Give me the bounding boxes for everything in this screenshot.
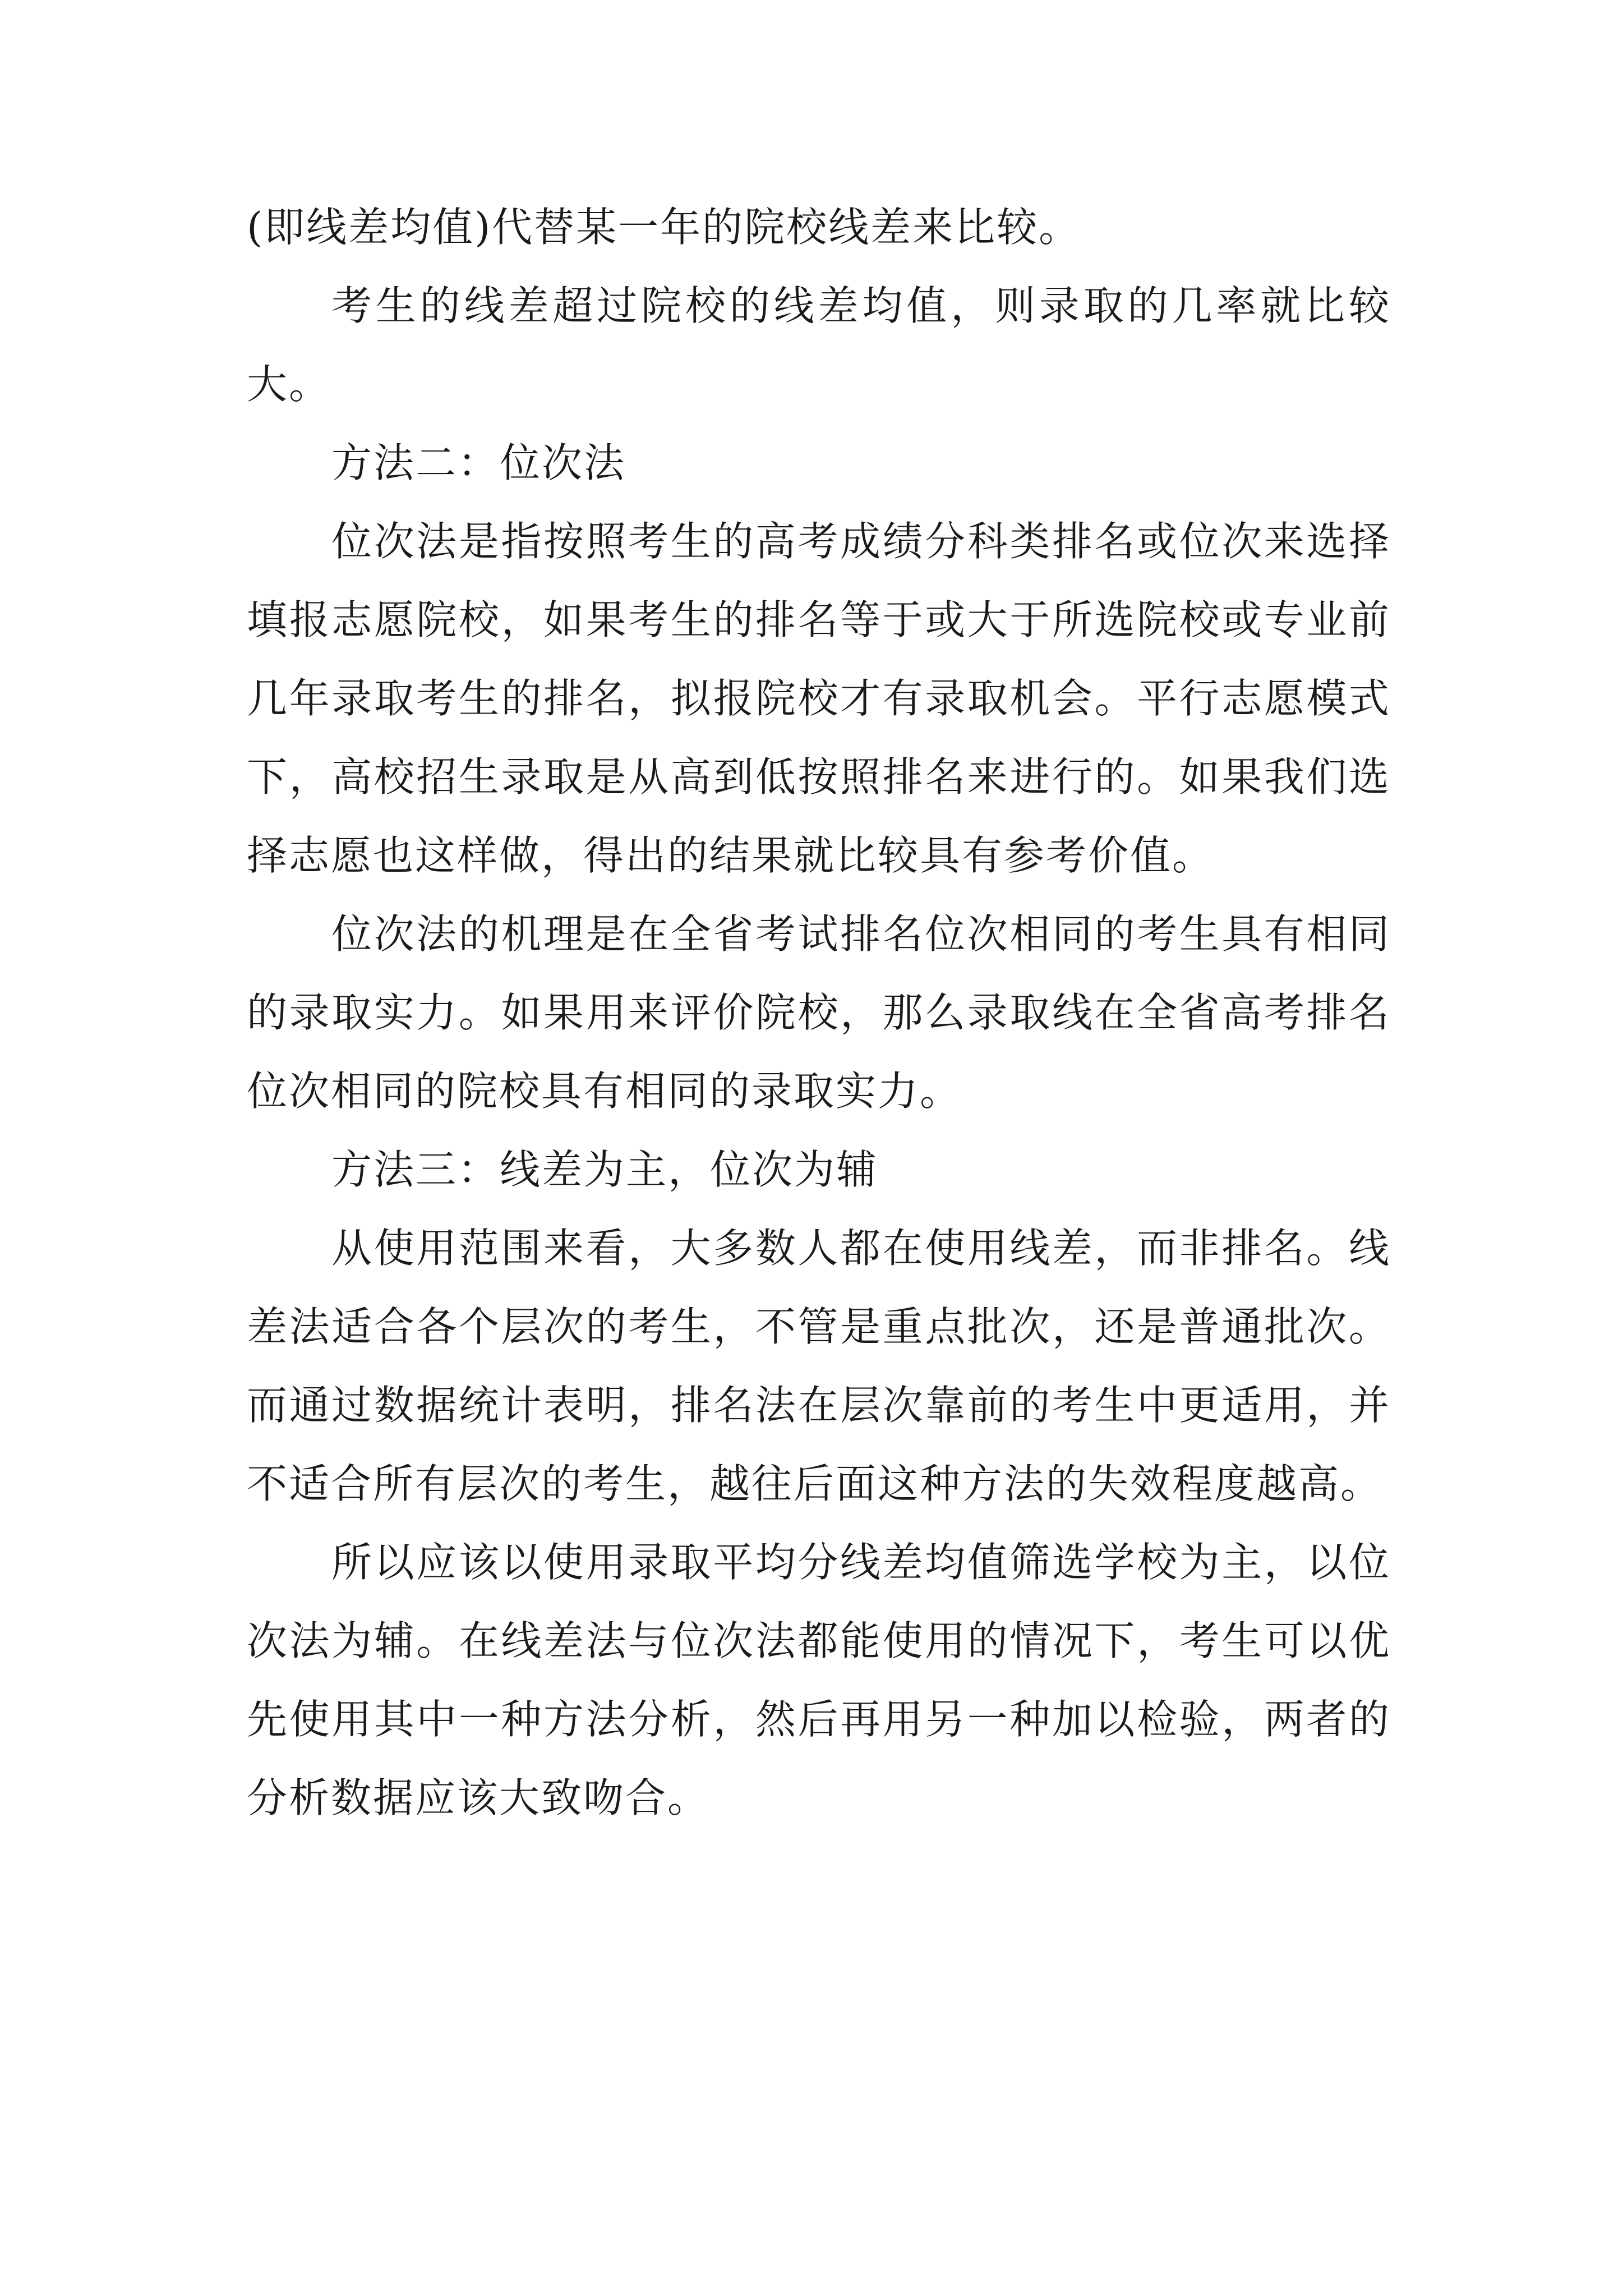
- paragraph-usage-scope: 从使用范围来看，大多数人都在使用线差，而非排名。线差法适合各个层次的考生，不管是重点批次，还是普通批次。而通过数据统计表明，排名法在层次靠前的考生中更适用，并不适合所有层次的考生，越往后面这种方法的失效程度越高。: [247, 1225, 1391, 1507]
- heading-method-two: 方法二：位次法: [331, 439, 626, 486]
- paragraph-conclusion: 所以应该以使用录取平均分线差均值筛选学校为主，以位次法为辅。在线差法与位次法都能使用的情况下，考生可以优先使用其中一种方法分析，然后再用另一种加以检验，两者的分析数据应该大致吻合。: [247, 1539, 1391, 1821]
- paragraph-continuation: (即线差均值)代替某一年的院校线差来比较。: [247, 204, 1081, 251]
- heading-method-three: 方法三：线差为主，位次为辅: [331, 1146, 879, 1193]
- document-body: [247, 188, 1391, 1837]
- paragraph-rank-method-mechanism: 位次法的机理是在全省考试排名位次相同的考生具有相同的录取实力。如果用来评价院校，那么录取线在全省高考排名位次相同的院校具有相同的录取实力。: [247, 910, 1391, 1115]
- paragraph-rank-method-definition: 位次法是指按照考生的高考成绩分科类排名或位次来选择填报志愿院校，如果考生的排名等于或大于所选院校或专业前几年录取考生的排名，拟报院校才有录取机会。平行志愿模式下，高校招生录取是从高到低按照排名来进行的。如果我们选择志愿也这样做，得出的结果就比较具有参考价值。: [247, 518, 1391, 879]
- paragraph-line-difference-conclusion: 考生的线差超过院校的线差均值，则录取的几率就比较大。: [247, 282, 1391, 408]
